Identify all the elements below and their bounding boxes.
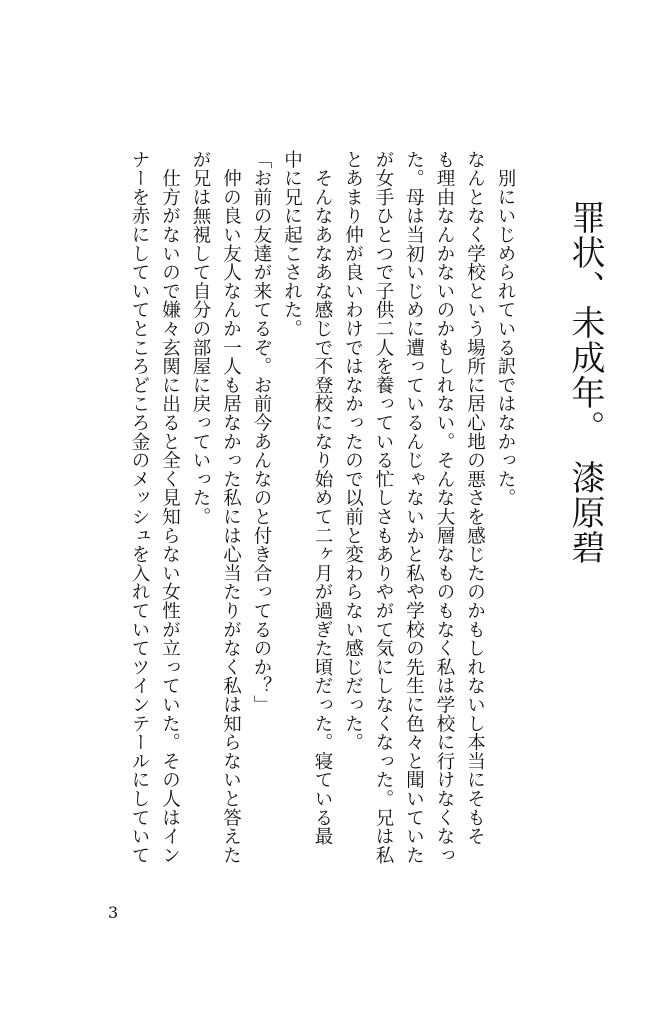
- text-line: ナーを赤にしていてところどころ金のメッシュを入れていてツインテールにしていて: [129, 150, 150, 865]
- page-number: 3: [108, 903, 119, 922]
- author-name: 漆原碧: [565, 460, 605, 565]
- body-text: [100, 150, 520, 870]
- text-line: 別にいじめられている訳ではなかった。: [495, 150, 516, 508]
- text-line: も理由なんかないのかもしれない。そんな大層なものもなく私は学校に行けなくなっ: [434, 150, 455, 865]
- text-line: なんとなく学校という場所に居心地の悪さを感じたのかもしれないし本当にそもそ: [464, 150, 486, 846]
- text-line: が女手ひとつで子供二人を養っている忙しさもありやがて気にしなくなった。兄は私: [373, 150, 394, 865]
- text-line: 中に兄に起こされた。: [281, 150, 303, 338]
- text-line: 「お前の友達が来てるぞ。お前今あんなのと付き合ってるのか？」: [251, 150, 272, 714]
- text-line: とあまり仲が良いわけではなかったので以前と変わらない感じだった。: [342, 150, 364, 752]
- work-title: 罪状、未成年。: [565, 200, 605, 445]
- text-line: 仕方がないので嫌々玄関に出ると全く見知らない女性が立っていた。その人はイン: [159, 150, 181, 865]
- text-line: た。母は当初いじめに遭っているんじゃないかと私や学校の先生に色々と聞いていた: [403, 150, 425, 865]
- text-line: が兄は無視して自分の部屋に戻っていった。: [190, 150, 211, 526]
- text-line: そんなあなあな感じで不登校になり始めて二ヶ月が過ぎた頃だった。寝ている最: [312, 150, 333, 846]
- text-line: 仲の良い友人なんか一人も居なかった私には心当たりがなく私は知らないと答えた: [220, 150, 242, 865]
